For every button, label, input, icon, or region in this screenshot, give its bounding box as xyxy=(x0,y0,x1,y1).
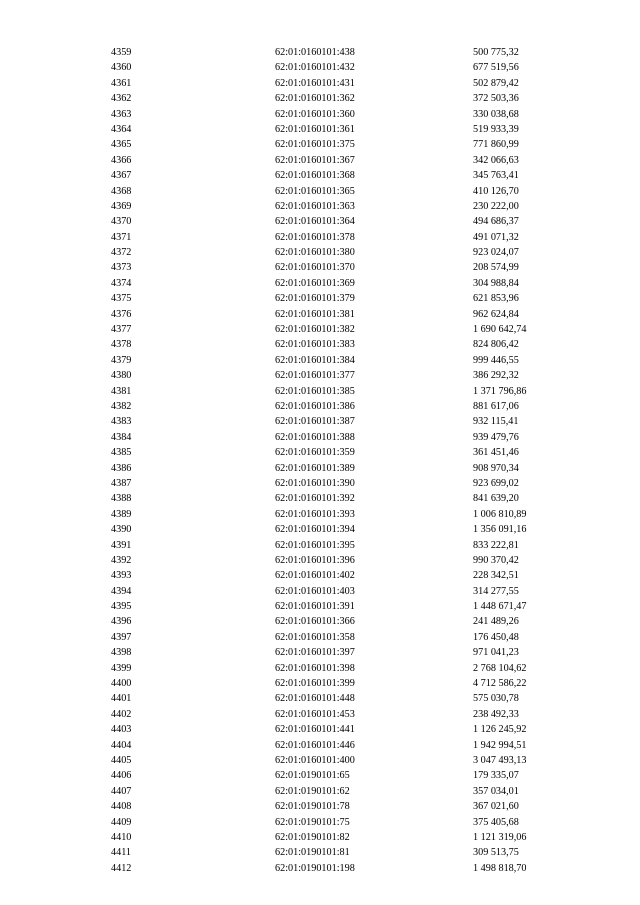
row-number: 4397 xyxy=(111,631,132,643)
cadastral-value: 881 617,06 xyxy=(473,400,519,412)
cadastral-value: 923 024,07 xyxy=(473,247,519,259)
cadastral-value: 990 370,42 xyxy=(473,554,519,566)
cadastral-value: 502 879,42 xyxy=(473,77,519,89)
row-number: 4379 xyxy=(111,354,132,366)
cadastral-value: 494 686,37 xyxy=(473,216,519,228)
row-number: 4387 xyxy=(111,477,132,489)
row-number: 4367 xyxy=(111,170,132,182)
cadastral-number: 62:01:0160101:380 xyxy=(275,247,355,259)
table-row xyxy=(0,753,640,768)
cadastral-number: 62:01:0160101:438 xyxy=(275,47,355,58)
cadastral-value: 1 126 245,92 xyxy=(473,724,527,736)
table-row xyxy=(0,245,640,260)
row-number: 4388 xyxy=(111,493,132,505)
cadastral-number: 62:01:0160101:363 xyxy=(275,200,355,212)
cadastral-number: 62:01:0160101:391 xyxy=(275,601,355,613)
cadastral-number: 62:01:0160101:358 xyxy=(275,631,355,643)
cadastral-number: 62:01:0190101:78 xyxy=(275,801,350,813)
row-number: 4378 xyxy=(111,339,132,351)
cadastral-number: 62:01:0190101:75 xyxy=(275,816,350,828)
cadastral-value: 330 038,68 xyxy=(473,108,519,120)
row-number: 4359 xyxy=(111,47,132,58)
table-row xyxy=(0,661,640,676)
cadastral-number: 62:01:0160101:431 xyxy=(275,77,355,89)
cadastral-value: 314 277,55 xyxy=(473,585,519,597)
table-row xyxy=(0,368,640,383)
table-row xyxy=(0,76,640,91)
cadastral-value: 230 222,00 xyxy=(473,200,519,212)
row-number: 4410 xyxy=(111,831,132,843)
cadastral-number: 62:01:0160101:384 xyxy=(275,354,355,366)
row-number: 4389 xyxy=(111,508,132,520)
cadastral-number: 62:01:0160101:453 xyxy=(275,708,355,720)
cadastral-value: 621 853,96 xyxy=(473,293,519,305)
cadastral-number: 62:01:0160101:398 xyxy=(275,662,355,674)
table-row xyxy=(0,184,640,199)
row-number: 4412 xyxy=(111,862,132,874)
cadastral-value: 677 519,56 xyxy=(473,62,519,74)
cadastral-number: 62:01:0160101:383 xyxy=(275,339,355,351)
table-row xyxy=(0,153,640,168)
table-row xyxy=(0,384,640,399)
table-row xyxy=(0,353,640,368)
cadastral-value: 375 405,68 xyxy=(473,816,519,828)
row-number: 4391 xyxy=(111,539,132,551)
row-number: 4375 xyxy=(111,293,132,305)
row-number: 4409 xyxy=(111,816,132,828)
row-number: 4401 xyxy=(111,693,132,705)
table-row xyxy=(0,507,640,522)
table-row xyxy=(0,260,640,275)
row-number: 4374 xyxy=(111,277,132,289)
cadastral-number: 62:01:0160101:367 xyxy=(275,154,355,166)
cadastral-value: 304 988,84 xyxy=(473,277,519,289)
cadastral-value: 176 450,48 xyxy=(473,631,519,643)
row-number: 4404 xyxy=(111,739,132,751)
row-number: 4395 xyxy=(111,601,132,613)
table-row xyxy=(0,122,640,137)
row-number: 4407 xyxy=(111,785,132,797)
cadastral-value: 1 942 994,51 xyxy=(473,739,527,751)
cadastral-number: 62:01:0160101:396 xyxy=(275,554,355,566)
table-row xyxy=(0,91,640,106)
table-row xyxy=(0,630,640,645)
table-row xyxy=(0,445,640,460)
row-number: 4402 xyxy=(111,708,132,720)
table-row xyxy=(0,337,640,352)
table-row xyxy=(0,584,640,599)
cadastral-number: 62:01:0160101:395 xyxy=(275,539,355,551)
cadastral-number: 62:01:0160101:370 xyxy=(275,262,355,274)
cadastral-value: 238 492,33 xyxy=(473,708,519,720)
table-row xyxy=(0,414,640,429)
table-row xyxy=(0,538,640,553)
cadastral-number: 62:01:0160101:385 xyxy=(275,385,355,397)
row-number: 4376 xyxy=(111,308,132,320)
table-row xyxy=(0,168,640,183)
row-number: 4383 xyxy=(111,416,132,428)
cadastral-value: 2 768 104,62 xyxy=(473,662,527,674)
row-number: 4399 xyxy=(111,662,132,674)
table-row xyxy=(0,614,640,629)
row-number: 4386 xyxy=(111,462,132,474)
table-row xyxy=(0,676,640,691)
cadastral-value: 932 115,41 xyxy=(473,416,519,428)
cadastral-value: 1 371 796,86 xyxy=(473,385,527,397)
table-row xyxy=(0,799,640,814)
cadastral-number: 62:01:0160101:403 xyxy=(275,585,355,597)
row-number: 4385 xyxy=(111,447,132,459)
cadastral-value: 1 356 091,16 xyxy=(473,524,527,536)
cadastral-number: 62:01:0160101:392 xyxy=(275,493,355,505)
cadastral-value: 833 222,81 xyxy=(473,539,519,551)
row-number: 4361 xyxy=(111,77,132,89)
row-number: 4369 xyxy=(111,200,132,212)
cadastral-value-table xyxy=(0,45,640,876)
cadastral-value: 824 806,42 xyxy=(473,339,519,351)
row-number: 4372 xyxy=(111,247,132,259)
cadastral-value: 345 763,41 xyxy=(473,170,519,182)
cadastral-number: 62:01:0160101:394 xyxy=(275,524,355,536)
cadastral-number: 62:01:0160101:364 xyxy=(275,216,355,228)
cadastral-value: 342 066,63 xyxy=(473,154,519,166)
cadastral-value: 923 699,02 xyxy=(473,477,519,489)
cadastral-value: 1 448 671,47 xyxy=(473,601,527,613)
cadastral-number: 62:01:0160101:359 xyxy=(275,447,355,459)
table-row xyxy=(0,599,640,614)
cadastral-value: 962 624,84 xyxy=(473,308,519,320)
cadastral-value: 367 021,60 xyxy=(473,801,519,813)
cadastral-value: 309 513,75 xyxy=(473,847,519,859)
cadastral-value: 410 126,70 xyxy=(473,185,519,197)
cadastral-number: 62:01:0160101:399 xyxy=(275,678,355,690)
cadastral-number: 62:01:0160101:378 xyxy=(275,231,355,243)
cadastral-number: 62:01:0160101:390 xyxy=(275,477,355,489)
cadastral-number: 62:01:0160101:377 xyxy=(275,370,355,382)
table-row xyxy=(0,707,640,722)
cadastral-value: 1 690 642,74 xyxy=(473,324,527,336)
row-number: 4406 xyxy=(111,770,132,782)
cadastral-number: 62:01:0160101:362 xyxy=(275,93,355,105)
cadastral-number: 62:01:0160101:446 xyxy=(275,739,355,751)
row-number: 4380 xyxy=(111,370,132,382)
table-row xyxy=(0,491,640,506)
row-number: 4381 xyxy=(111,385,132,397)
row-number: 4400 xyxy=(111,678,132,690)
row-number: 4382 xyxy=(111,400,132,412)
table-row xyxy=(0,60,640,75)
row-number: 4371 xyxy=(111,231,132,243)
cadastral-number: 62:01:0160101:402 xyxy=(275,570,355,582)
row-number: 4377 xyxy=(111,324,132,336)
cadastral-number: 62:01:0160101:388 xyxy=(275,431,355,443)
table-row xyxy=(0,307,640,322)
row-number: 4370 xyxy=(111,216,132,228)
cadastral-value: 500 775,32 xyxy=(473,47,519,58)
cadastral-number: 62:01:0190101:65 xyxy=(275,770,350,782)
row-number: 4368 xyxy=(111,185,132,197)
cadastral-number: 62:01:0160101:361 xyxy=(275,123,355,135)
table-row xyxy=(0,137,640,152)
cadastral-value: 361 451,46 xyxy=(473,447,519,459)
cadastral-number: 62:01:0160101:432 xyxy=(275,62,355,74)
cadastral-value: 4 712 586,22 xyxy=(473,678,527,690)
table-row xyxy=(0,553,640,568)
cadastral-value: 386 292,32 xyxy=(473,370,519,382)
table-row xyxy=(0,45,640,60)
cadastral-number: 62:01:0160101:400 xyxy=(275,754,355,766)
table-row xyxy=(0,568,640,583)
cadastral-number: 62:01:0160101:382 xyxy=(275,324,355,336)
table-row xyxy=(0,322,640,337)
cadastral-value: 208 574,99 xyxy=(473,262,519,274)
cadastral-number: 62:01:0160101:365 xyxy=(275,185,355,197)
row-number: 4365 xyxy=(111,139,132,151)
cadastral-number: 62:01:0160101:381 xyxy=(275,308,355,320)
cadastral-value: 228 342,51 xyxy=(473,570,519,582)
cadastral-number: 62:01:0160101:368 xyxy=(275,170,355,182)
cadastral-value: 179 335,07 xyxy=(473,770,519,782)
table-row xyxy=(0,430,640,445)
cadastral-number: 62:01:0160101:441 xyxy=(275,724,355,736)
cadastral-number: 62:01:0190101:198 xyxy=(275,862,355,874)
row-number: 4373 xyxy=(111,262,132,274)
row-number: 4405 xyxy=(111,754,132,766)
cadastral-value: 575 030,78 xyxy=(473,693,519,705)
cadastral-value: 999 446,55 xyxy=(473,354,519,366)
cadastral-number: 62:01:0190101:81 xyxy=(275,847,350,859)
cadastral-number: 62:01:0160101:387 xyxy=(275,416,355,428)
cadastral-value: 372 503,36 xyxy=(473,93,519,105)
cadastral-value: 908 970,34 xyxy=(473,462,519,474)
row-number: 4393 xyxy=(111,570,132,582)
table-row xyxy=(0,276,640,291)
cadastral-number: 62:01:0160101:386 xyxy=(275,400,355,412)
table-row xyxy=(0,845,640,860)
cadastral-number: 62:01:0160101:448 xyxy=(275,693,355,705)
table-row xyxy=(0,230,640,245)
cadastral-number: 62:01:0160101:375 xyxy=(275,139,355,151)
table-row xyxy=(0,199,640,214)
row-number: 4408 xyxy=(111,801,132,813)
cadastral-value: 491 071,32 xyxy=(473,231,519,243)
cadastral-number: 62:01:0160101:379 xyxy=(275,293,355,305)
row-number: 4384 xyxy=(111,431,132,443)
table-row xyxy=(0,861,640,876)
cadastral-value: 1 121 319,06 xyxy=(473,831,527,843)
row-number: 4403 xyxy=(111,724,132,736)
cadastral-value: 241 489,26 xyxy=(473,616,519,628)
table-row xyxy=(0,522,640,537)
cadastral-number: 62:01:0160101:360 xyxy=(275,108,355,120)
cadastral-value: 519 933,39 xyxy=(473,123,519,135)
table-row xyxy=(0,214,640,229)
cadastral-value: 939 479,76 xyxy=(473,431,519,443)
table-row xyxy=(0,830,640,845)
row-number: 4396 xyxy=(111,616,132,628)
table-row xyxy=(0,815,640,830)
cadastral-value: 1 498 818,70 xyxy=(473,862,527,874)
table-row xyxy=(0,107,640,122)
cadastral-value: 357 034,01 xyxy=(473,785,519,797)
cadastral-number: 62:01:0160101:366 xyxy=(275,616,355,628)
row-number: 4411 xyxy=(111,847,131,859)
table-row xyxy=(0,476,640,491)
table-row xyxy=(0,768,640,783)
row-number: 4398 xyxy=(111,647,132,659)
row-number: 4364 xyxy=(111,123,132,135)
cadastral-number: 62:01:0160101:393 xyxy=(275,508,355,520)
cadastral-value: 971 041,23 xyxy=(473,647,519,659)
table-row xyxy=(0,645,640,660)
table-row xyxy=(0,722,640,737)
table-row xyxy=(0,738,640,753)
cadastral-number: 62:01:0190101:62 xyxy=(275,785,350,797)
cadastral-value: 3 047 493,13 xyxy=(473,754,527,766)
cadastral-value: 771 860,99 xyxy=(473,139,519,151)
table-row xyxy=(0,691,640,706)
row-number: 4394 xyxy=(111,585,132,597)
cadastral-value: 1 006 810,89 xyxy=(473,508,527,520)
cadastral-number: 62:01:0160101:369 xyxy=(275,277,355,289)
row-number: 4363 xyxy=(111,108,132,120)
table-row xyxy=(0,399,640,414)
row-number: 4360 xyxy=(111,62,132,74)
cadastral-number: 62:01:0160101:397 xyxy=(275,647,355,659)
table-row xyxy=(0,461,640,476)
row-number: 4392 xyxy=(111,554,132,566)
row-number: 4362 xyxy=(111,93,132,105)
table-row xyxy=(0,784,640,799)
table-row xyxy=(0,291,640,306)
cadastral-number: 62:01:0190101:82 xyxy=(275,831,350,843)
cadastral-number: 62:01:0160101:389 xyxy=(275,462,355,474)
row-number: 4366 xyxy=(111,154,132,166)
cadastral-value: 841 639,20 xyxy=(473,493,519,505)
row-number: 4390 xyxy=(111,524,132,536)
